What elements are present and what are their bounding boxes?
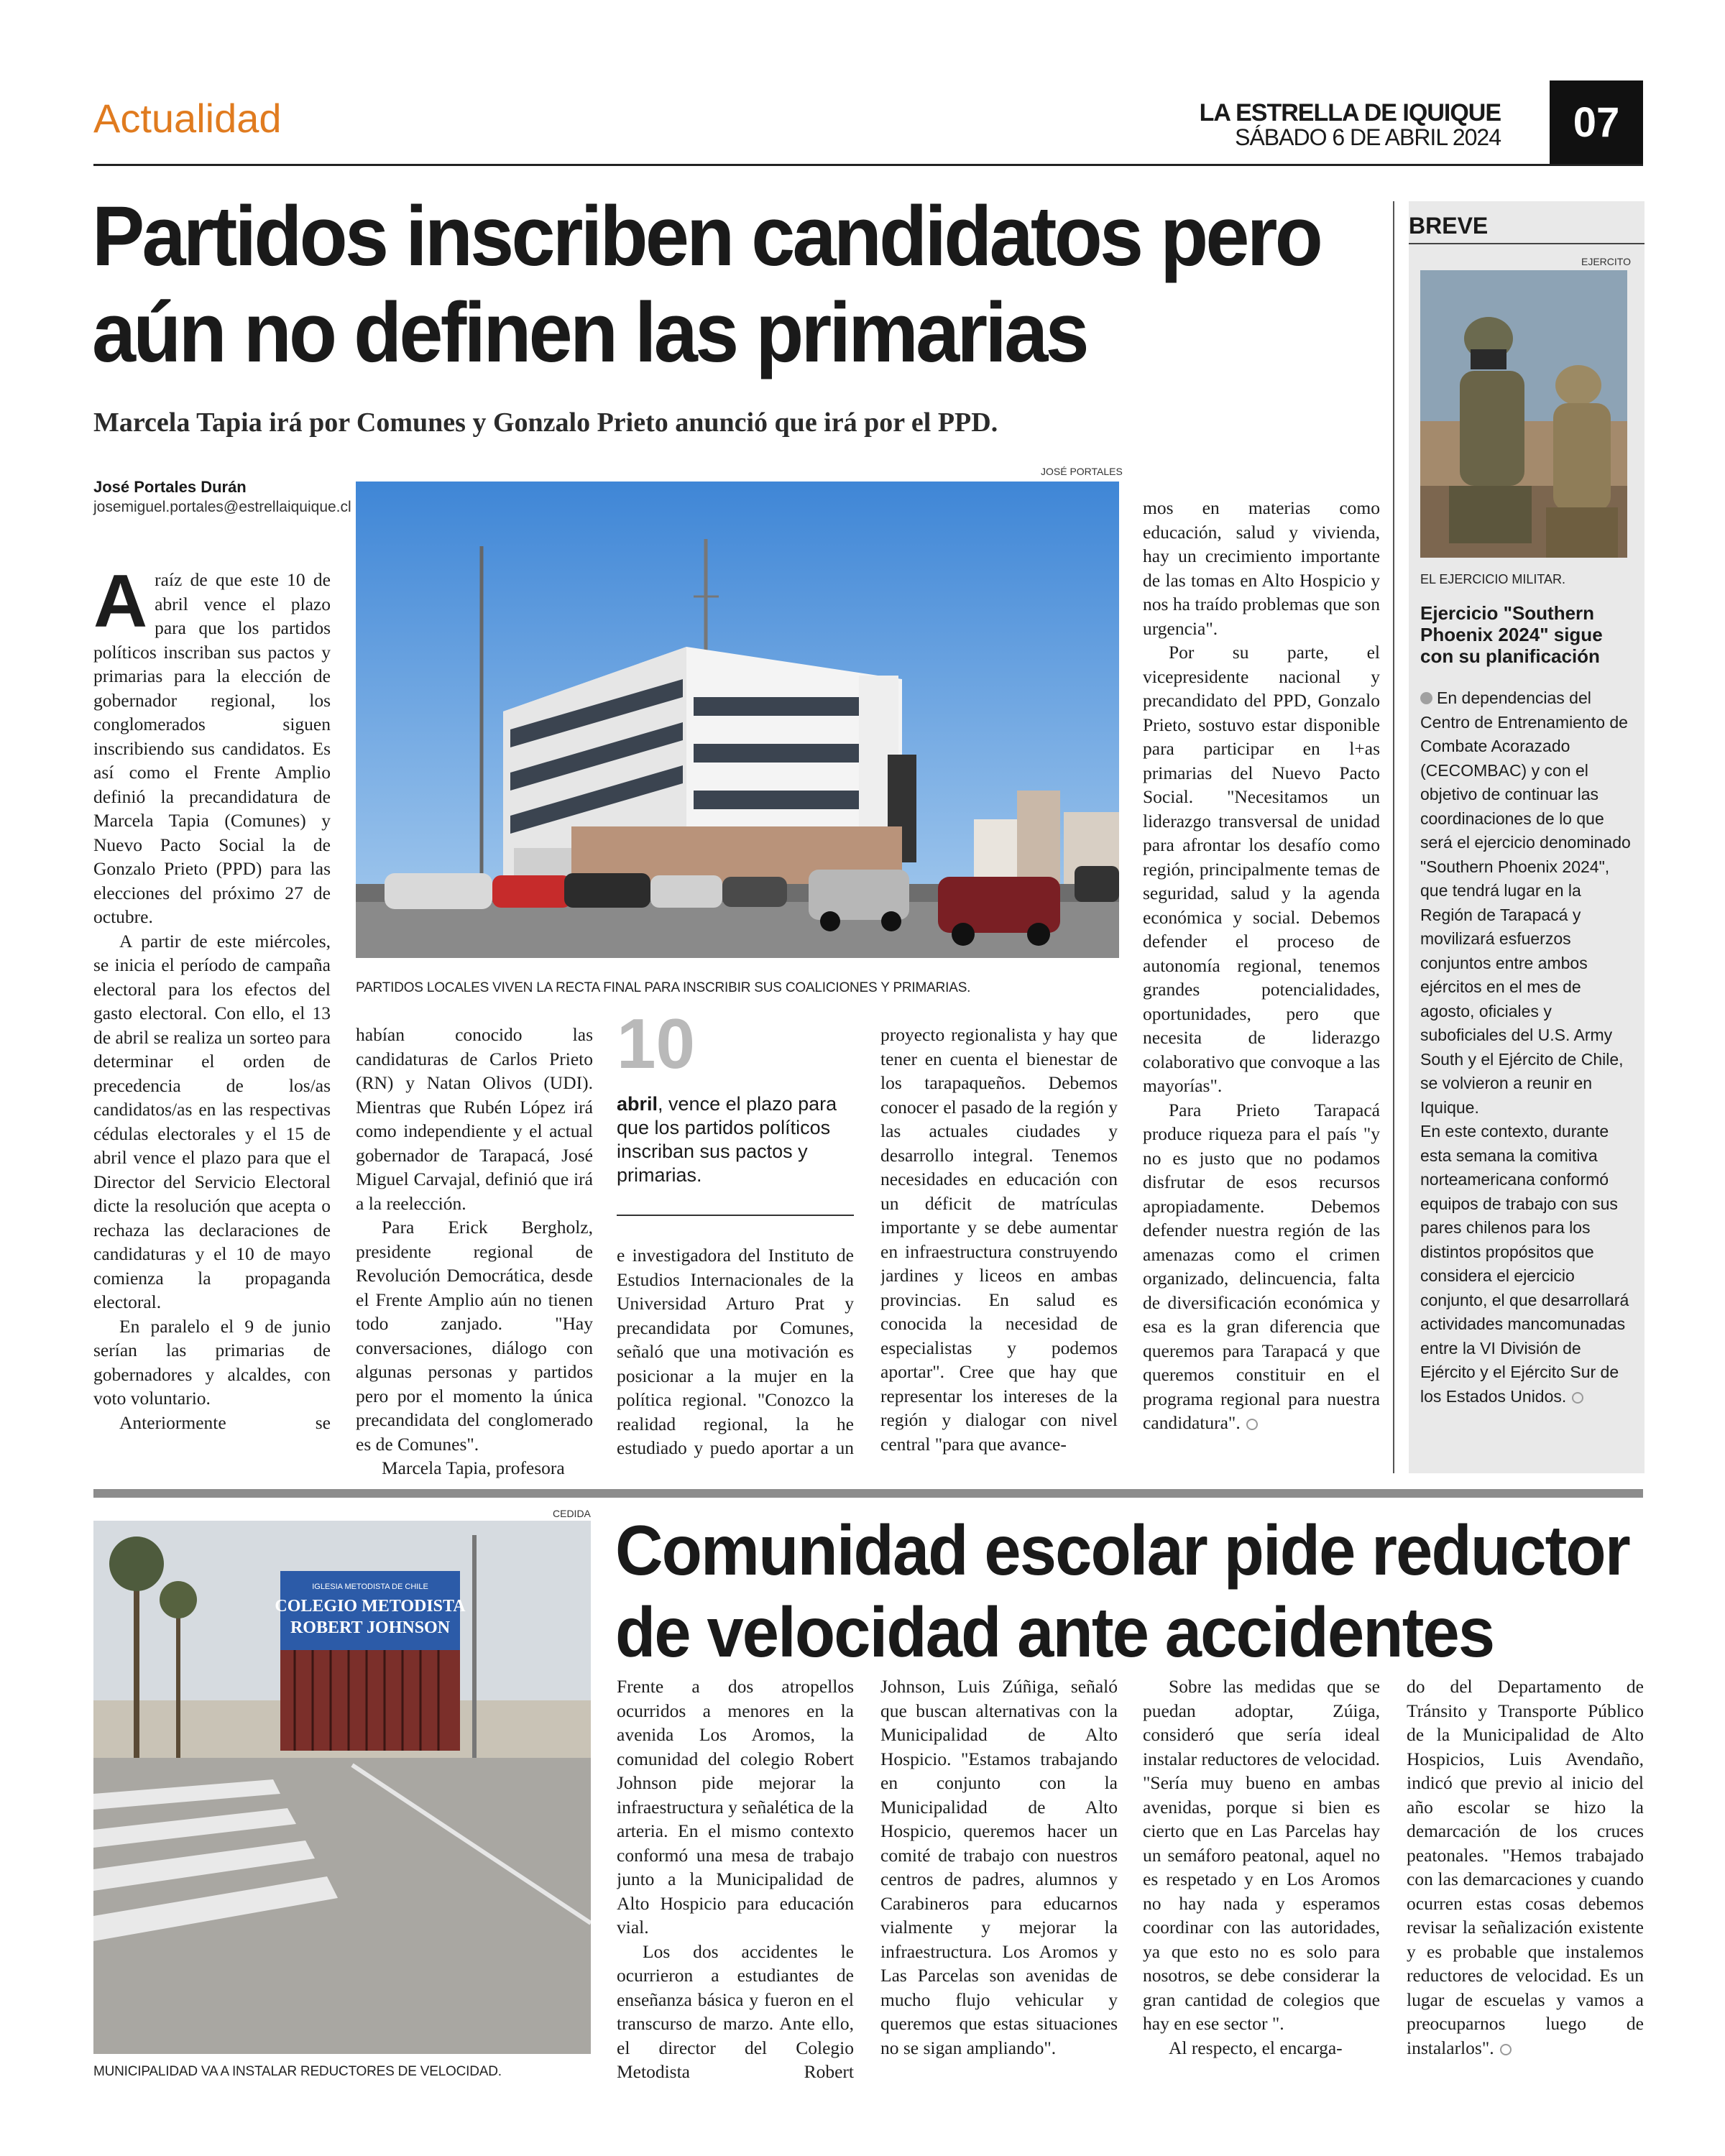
- byline-email: josemiguel.portales@estrellaiquique.cl: [93, 499, 351, 515]
- pull-quote-rule: [617, 1215, 854, 1216]
- second-photo-caption: MUNICIPALIDAD VA A INSTALAR REDUCTORES DE VELOCIDAD.: [93, 2064, 502, 2079]
- header-rule: [93, 164, 1643, 166]
- main-article-paragraph-1: Araíz de que este 10 de abril vence el plazo para que los partidos políticos inscriban sus pactos y primarias para la elección de gobernador regional, los conglomerados siguen inscribiendo sus candidatos. Es así como el Frente Amplio definió la precandidatura de Marcela Tapia (Comunes) y Nuevo Pacto Social la de Gonzalo Prieto (PPD) para las elecciones del próximo 27 de octubre.: [93, 568, 331, 927]
- svg-text:COLEGIO METODISTA: COLEGIO METODISTA: [275, 1597, 466, 1616]
- second-article-paragraph-1: Frente a dos atropellos ocurridos a menores en la avenida Los Aromos, la comunidad del colegio Robert Johnson pide mejorar la infraestructura y señalética de la arteria. En el mismo contexto conformó una mesa de trabajo junto a la Municipalidad de Alto Hospicio para educación vial.: [617, 1676, 854, 1938]
- second-article-paragraph-5: Al respecto, el encarga-: [1169, 2037, 1343, 2058]
- second-article-column-3: [1143, 1674, 1380, 2106]
- main-article-paragraph-12: Para Prieto Tarapacá produce riqueza para el país "y no es justo que no podamos disfrutar de esos recursos apropiadamente. Debemos defender nuestra región de las amenazas como el crimen organizado, delincuencia, falta de diversificación económica y esa es la gran diferencia que queremos para Tarapacá y que queremos constituir en el programa regional para nuestra candidatura".: [1143, 1099, 1380, 1433]
- second-headline: [615, 1509, 1629, 1673]
- sidebar-label: BREVE: [1409, 213, 1489, 239]
- main-article-paragraph-4: Anteriormente se: [119, 1411, 331, 1433]
- publication-date: SÁBADO 6 DE ABRIL 2024: [1235, 124, 1501, 150]
- second-article-column-4: [1407, 1674, 1644, 2106]
- second-headline-line-1: Comunidad escolar pide reductor: [615, 1511, 1629, 1590]
- sidebar-title: Ejercicio "Southern Phoenix 2024" sigue con su planificación: [1420, 602, 1603, 667]
- second-headline-line-2: de velocidad ante accidentes: [615, 1593, 1494, 1672]
- second-photo: [93, 1521, 591, 2054]
- main-article-column-3: [617, 1243, 854, 1491]
- main-photo-credit: JOSÉ PORTALES: [1041, 466, 1123, 477]
- bullet-icon: [1420, 692, 1432, 704]
- sidebar-label-rule: [1409, 243, 1644, 244]
- main-article-column-4: [880, 1023, 1118, 1490]
- school-illustration: [93, 1521, 591, 2054]
- main-article-paragraph-6: Para Erick Bergholz, presidente regional de Revolución Democrática, desde el Frente Amplio aún no tienen todo zanjado. "Hay conversaciones, diálogo con algunas personas y partidos pero por el momento la única precandidata del conglomerado es de Comunes".: [356, 1217, 593, 1455]
- newspaper-name: LA ESTRELLA DE IQUIQUE: [1199, 99, 1501, 126]
- article-end-icon: [1246, 1419, 1258, 1430]
- sidebar-paragraph-2: En este contexto, durante esta semana la comitiva norteamericana conformó equipos de trabajo con sus pares chilenos para los distintos propósitos que considera el ejercicio conjunto, el que desarrollará actividades mancomunadas entre la VI División de Ejército y el Ejército Sur de los Estados Unidos.: [1420, 1122, 1629, 1406]
- sidebar-end-icon: [1572, 1392, 1583, 1404]
- sidebar-divider: [1393, 201, 1394, 1473]
- main-article-paragraph-8: e investigadora del Instituto de Estudios Internacionales de la Universidad Arturo Prat y precandidata por Comunes, señaló que una motivación es posicionar a la mujer en la política regional. "Conozco la realidad regional, la he estudiado y puedo aportar a un: [617, 1245, 854, 1458]
- main-article-paragraph-10: mos en materias como educación, salud y vivienda, hay un crecimiento importante de las tomas en Alto Hospicio y nos ha traído problemas que son urgencia".: [1143, 497, 1380, 639]
- byline-author: José Portales Durán: [93, 478, 247, 496]
- main-article-paragraph-5: habían conocido las candidaturas de Carlos Prieto (RN) y Natan Olivos (UDI). Mientras que Rubén López irá como independiente y el actual gobernador de Tarapacá, José Miguel Carvajal, definió que irá a la reelección.: [356, 1024, 593, 1214]
- second-article-column-2: [880, 1674, 1118, 2106]
- second-article-paragraph-4: Sobre las medidas que se puedan adoptar, Zúiga, consideró que sería ideal instalar reductores de velocidad. "Sería muy bueno en ambas avenidas, porque si bien es cierto que en Las Parcelas hay un semáforo peatonal, aquel no es respetado y en Los Aromos no hay nada y esperamos coordinar con las autoridades, ya que esto no es solo para nosotros, se debe considerar la gran cantidad de colegios que hay en ese sector ".: [1143, 1676, 1380, 2034]
- section-label: Actualidad: [93, 96, 282, 141]
- main-article-paragraph-7: Marcela Tapia, profesora: [382, 1457, 565, 1478]
- main-headline-line-2: aún no definen las primarias: [92, 285, 1087, 380]
- second-article-paragraph-6: do del Departamento de Tránsito y Transporte Público de la Municipalidad de Alto Hospicios, Luis Avendaño, indicó que previo al inicio del año escolar se hizo la demarcación de los cruces peatonales. "Hemos trabajado con las demarcaciones y cuando ocurren estas cosas debemos revisar la señalización existente y es probable que instalemos reductores de velocidad. Es un lugar de escuelas y vamos a preocuparnos luego de instalarlos".: [1407, 1676, 1644, 2058]
- main-article-paragraph-2: A partir de este miércoles, se inicia el período de campaña electoral para los efectos del gasto electoral. Con ello, el 13 de abril se realiza un sorteo para determinar el orden de precedencia de los/as candidatos/as en las respectivas cédulas electorales y el 15 de abril vence el plazo para que el Director del Servicio Electoral dicte la resolución que acepta o rechaza las declaraciones de candidaturas y el 10 de mayo comienza la propaganda electoral.: [93, 930, 331, 1312]
- main-headline-line-1: Partidos inscriben candidatos pero: [92, 189, 1321, 284]
- sidebar-photo-caption: EL EJERCICIO MILITAR.: [1420, 572, 1566, 586]
- sidebar-body: [1420, 686, 1636, 1409]
- main-article-paragraph-11: Por su parte, el vicepresidente nacional y precandidato del PPD, Gonzalo Prieto, sostuvo estar disponible para participar en l+as primarias del Nuevo Pacto Social. "Necesitamos un liderazgo transversal de unidad para afrontar los desafío como región, principalmente temas de seguridad, salud y la agenda económica y social. Debemos defender el proceso de autonomía regional, tenemos grandes potencialidades, oportunidades, pero que necesita de liderazgo colaborativo que convoque a las mayorías".: [1143, 642, 1380, 1096]
- main-article-column-2: [356, 1023, 593, 1490]
- section-divider: [93, 1489, 1643, 1498]
- drop-cap: A: [93, 568, 148, 643]
- second-photo-credit: CEDIDA: [553, 1508, 591, 1519]
- main-article-column-5: [1143, 496, 1380, 1491]
- main-subheadline: Marcela Tapia irá por Comunes y Gonzalo Prieto anunció que irá por el PPD.: [93, 407, 998, 438]
- sidebar-photo-credit: EJERCITO: [1581, 256, 1631, 267]
- svg-text:IGLESIA METODISTA DE CHILE: IGLESIA METODISTA DE CHILE: [312, 1583, 428, 1591]
- main-photo-caption: PARTIDOS LOCALES VIVEN LA RECTA FINAL PARA INSCRIBIR SUS COALICIONES Y PRIMARIAS.: [356, 980, 971, 995]
- main-article-paragraph-3: En paralelo el 9 de junio serían las primarias de gobernadores y alcaldes, con voto voluntario.: [93, 1315, 331, 1409]
- second-article-paragraph-3: Johnson, Luis Zúñiga, señaló que buscan alternativas con la Municipalidad de Alto Hospicio. "Estamos trabajando en conjunto con la Municipalidad de Alto Hospicio, queremos hacer un comité de trabajo con nuestros centros de padres, alumnos y Carabineros para educarnos vialmente y mejorar la infraestructura. Los Aromos y Las Parcelas son avenidas de mucho flujo vehicular y queremos que estas situaciones no se sigan ampliando".: [880, 1676, 1118, 2058]
- main-photo: [356, 482, 1119, 958]
- sidebar-photo: [1420, 270, 1627, 558]
- pull-quote-bold: abril: [617, 1093, 658, 1115]
- sidebar-paragraph-1: En dependencias del Centro de Entrenamiento de Combate Acorazado (CECOMBAC) y con el objetivo de continuar las coordinaciones de lo que será el ejercicio denominado "Southern Phoenix 2024", que tendrá lugar en la Región de Tarapacá y movilizará esfuerzos conjuntos entre ambos ejércitos en el mes de agosto, oficiales y suboficiales del U.S. Army South y el Ejército de Chile, se volvieron a reunir en Iquique.: [1420, 688, 1631, 1117]
- main-article-paragraph-9: proyecto regionalista y hay que tener en cuenta el bienestar de los tarapaqueños. Debemos conocer el pasado de la región y las actuales ciudades y desarrollo integral. Tenemos necesidades en educación con un déficit de matrículas importante y se debe aumentar en infraestructura construyendo jardines y liceos en ambas provincias. En salud es conocida la necesidad de especialistas y podemos aportar". Cree que hay que representar los intereses de la región y dialogar con nivel central "para que avance-: [880, 1024, 1118, 1455]
- pull-quote-text: abril, vence el plazo para que los partidos políticos inscriban sus pactos y primarias.: [617, 1093, 837, 1186]
- main-article-column-1: [93, 568, 331, 1488]
- building-illustration: [356, 482, 1119, 958]
- main-headline: [92, 188, 1321, 381]
- soldiers-illustration: [1420, 270, 1627, 558]
- page-number: 07: [1550, 80, 1643, 164]
- second-article-column-1: [617, 1674, 854, 2106]
- pull-quote-number: 10: [617, 1004, 696, 1083]
- second-article-end-icon: [1500, 2044, 1512, 2055]
- svg-text:ROBERT JOHNSON: ROBERT JOHNSON: [290, 1618, 451, 1637]
- second-article-paragraph-2: Los dos accidentes le ocurrieron a estudiantes de enseñanza básica y fueron en el transcurso de marzo. Ante ello, el director del Colegio Metodista Robert: [617, 1940, 854, 2082]
